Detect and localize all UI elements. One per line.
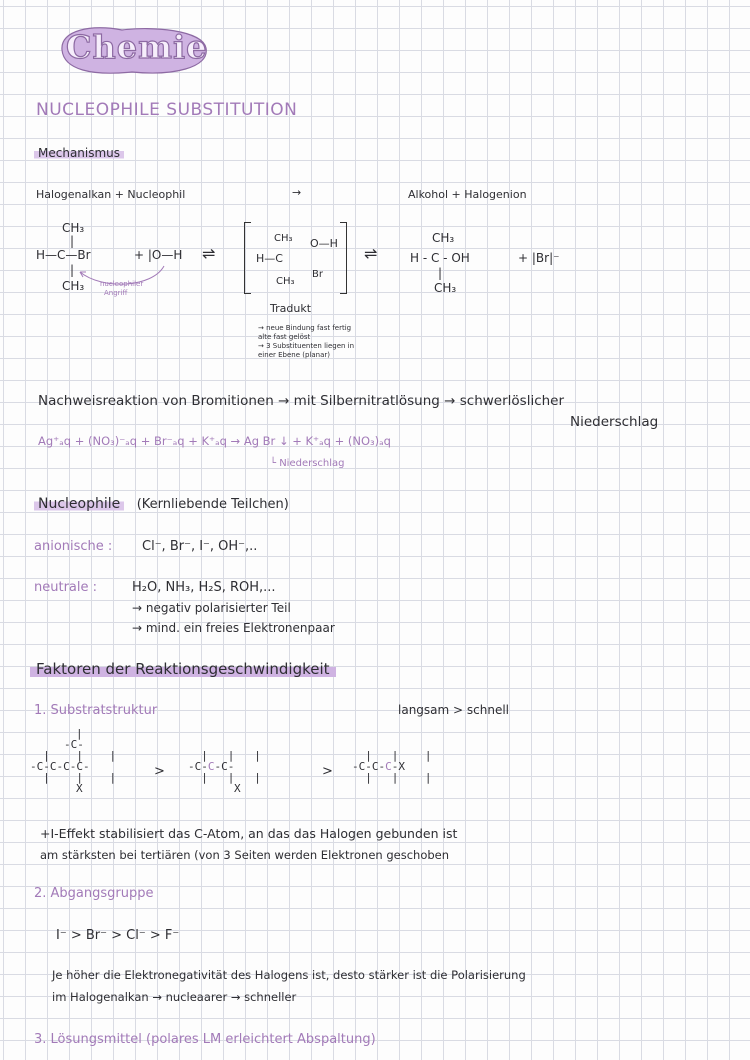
factor-3: 3. Lösungsmittel (polares LM erleichtert Abspaltung)	[34, 1032, 376, 1047]
ts-note-2: alte fast gelöst	[258, 333, 311, 341]
precipitate-note: └ Niederschlag	[270, 458, 345, 469]
anionic-label: anionische :	[34, 539, 113, 554]
detection-line-2: Niederschlag	[570, 414, 659, 430]
plus-bromide: + |Br|⁻	[518, 251, 560, 265]
product-core: H - C - OH	[410, 251, 470, 265]
gt-2: >	[322, 764, 333, 779]
factor-1: 1. Substratstruktur	[34, 703, 158, 718]
mechanism-label: Mechanismus	[34, 146, 124, 160]
factors-heading: Faktoren der Reaktionsgeschwindigkeit	[30, 660, 336, 678]
neutral-note-2: → mind. ein freies Elektronenpaar	[132, 621, 335, 635]
equilibrium-right: ⇌	[364, 244, 378, 263]
product-ch3-top: CH₃	[432, 231, 455, 245]
title-text: Chemie	[66, 28, 208, 66]
title-logo	[52, 20, 212, 78]
product-bond: |	[438, 266, 443, 280]
ts-core: H—C	[256, 252, 283, 265]
left-core: H—C—Br	[36, 248, 91, 262]
neutral-label: neutrale :	[34, 580, 98, 595]
neutral-values: H₂O, NH₃, H₂S, ROH,...	[132, 580, 276, 595]
struct-effect-1: +I-Effekt stabilisiert das C-Atom, an das das Halogen gebunden ist	[40, 826, 458, 841]
nucleophiles-subtitle: (Kernliebende Teilchen)	[136, 497, 289, 512]
page-heading: NUCLEOPHILE SUBSTITUTION	[36, 100, 298, 120]
ts-ch3-bottom: CH₃	[276, 276, 295, 287]
primary-structure: | | | -C-C-C-X | | |	[352, 749, 432, 784]
mechanism-equilibrium: ⇌	[202, 244, 216, 263]
speed-note: langsam > schnell	[398, 703, 509, 717]
equation-arrow: →	[292, 186, 302, 199]
gt-1: >	[154, 764, 165, 779]
leaving-note-1: Je höher die Elektronegativität des Halogens ist, desto stärker ist die Polarisierung	[52, 968, 526, 982]
ts-note-3: → 3 Substituenten liegen in	[258, 342, 355, 350]
ts-oh: O—H	[310, 237, 338, 250]
attack-note-2: Angriff	[104, 289, 128, 297]
tertiary-structure: | -C- | | | -C-C-C-C- | | | X	[30, 727, 117, 795]
leaving-order: I⁻ > Br⁻ > Cl⁻ > F⁻	[56, 928, 180, 943]
attack-arrow-icon	[72, 262, 172, 292]
nucleophiles-heading	[34, 496, 289, 512]
ts-br: Br	[312, 269, 323, 280]
ts-note-1: → neue Bindung fast fertig	[258, 324, 352, 332]
attack-note-1: nucleophiler	[100, 280, 144, 288]
ts-note-4: einer Ebene (planar)	[258, 351, 330, 359]
ts-bracket-left	[244, 222, 251, 294]
left-bond-top: |	[70, 234, 75, 248]
anionic-values: Cl⁻, Br⁻, I⁻, OH⁻,..	[142, 539, 258, 554]
nucleophiles-title: Nucleophile	[34, 496, 124, 512]
left-ch3-bottom: CH₃	[62, 279, 85, 293]
detection-equation: Ag⁺ₐq + (NO₃)⁻ₐq + Br⁻ₐq + K⁺ₐq → Ag Br ↓ + K⁺ₐq + (NO₃)ₐq	[38, 434, 391, 448]
left-bond-bottom: |	[70, 263, 75, 277]
factor-2: 2. Abgangsgruppe	[34, 886, 154, 901]
equation-left: Halogenalkan + Nucleophil	[36, 188, 186, 201]
equation-right: Alkohol + Halogenion	[408, 188, 527, 201]
plus-oh: + |O—H	[134, 248, 183, 262]
leaving-note-2: im Halogenalkan → nucleaarer → schneller	[52, 990, 297, 1004]
struct-effect-2: am stärksten bei tertiären (von 3 Seiten werden Elektronen geschoben	[40, 848, 450, 862]
transition-label: Tradukt	[270, 302, 312, 315]
ts-bracket-right	[340, 222, 347, 294]
secondary-structure: | | | -C-C-C- | | | X	[188, 749, 261, 795]
product-ch3-bottom: CH₃	[434, 281, 457, 295]
ts-ch3-top: CH₃	[274, 233, 293, 244]
neutral-note-1: → negativ polarisierter Teil	[132, 601, 291, 615]
left-ch3-top: CH₃	[62, 221, 85, 235]
detection-line: Nachweisreaktion von Bromitionen → mit Silbernitratlösung → schwerlöslicher	[38, 393, 565, 409]
